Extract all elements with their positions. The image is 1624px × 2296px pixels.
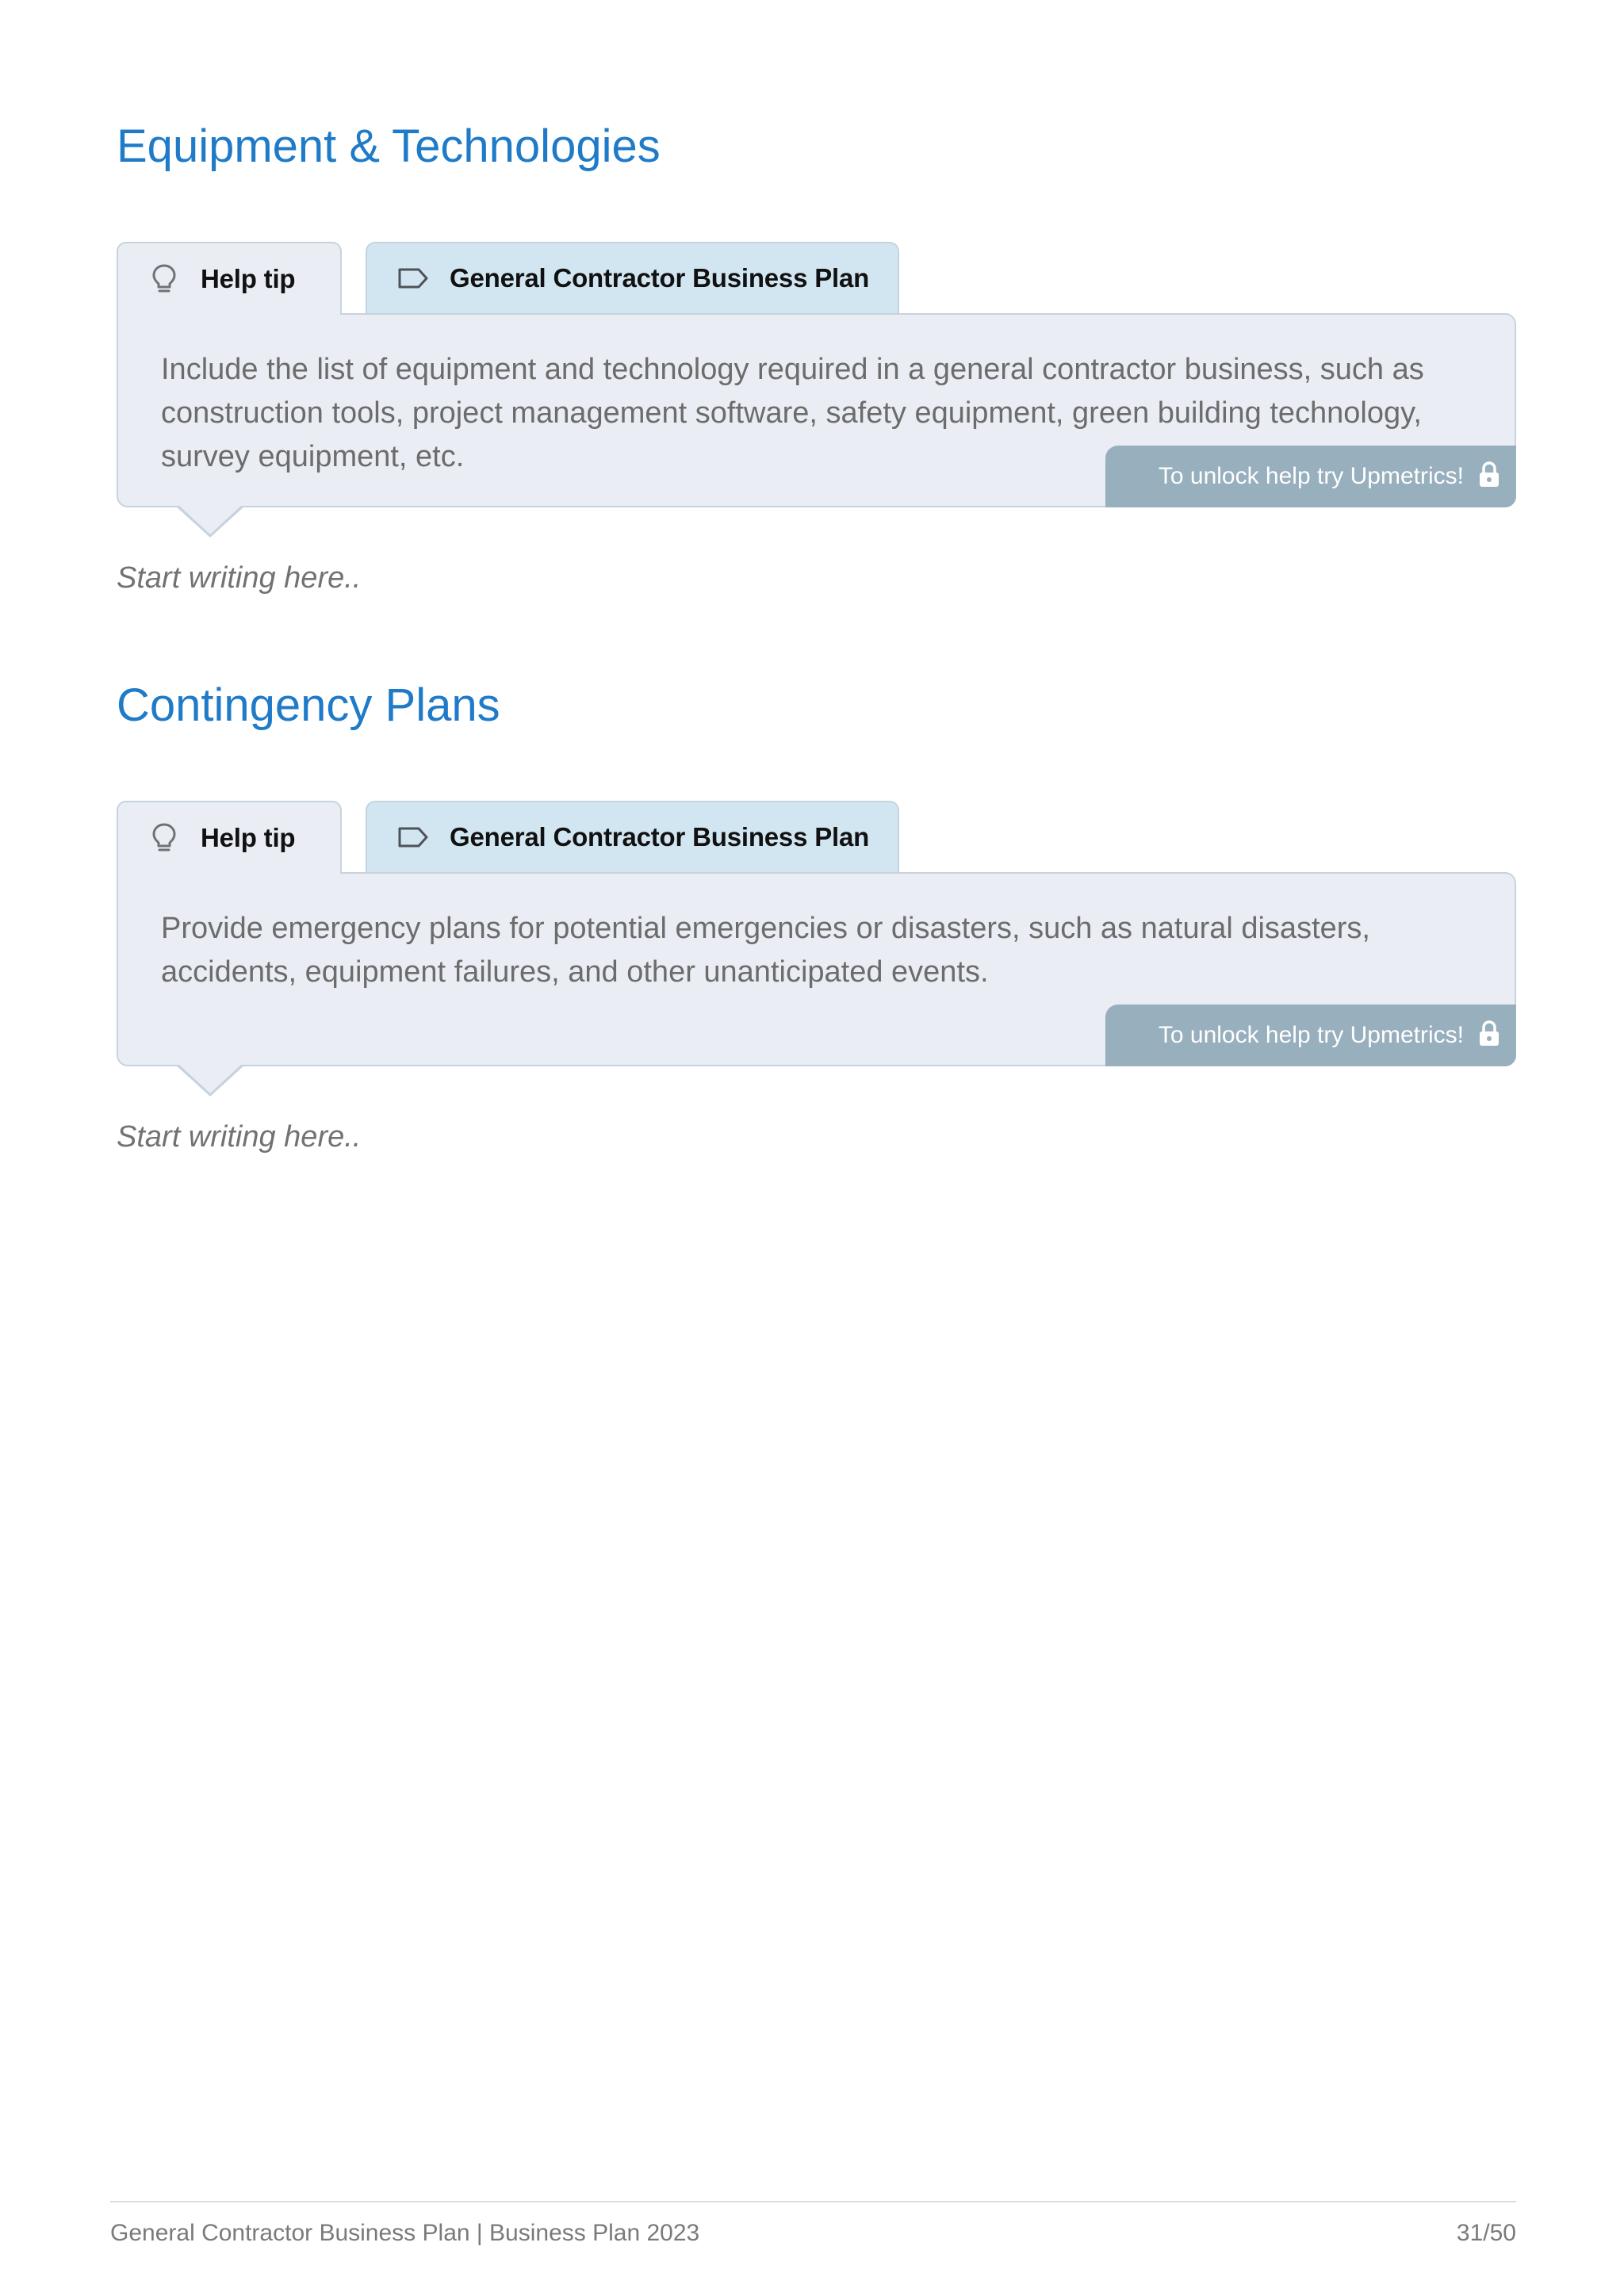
footer-divider: [110, 2201, 1516, 2202]
unlock-button[interactable]: [1105, 1004, 1516, 1066]
tab-business-plan-label: General Contractor Business Plan: [450, 822, 870, 851]
tab-help-tip-label: Help tip: [201, 823, 296, 852]
writing-placeholder-contingency[interactable]: Start writing here..: [117, 1120, 362, 1154]
help-tip-body: [117, 872, 1516, 1066]
help-tip-equipment: [117, 242, 1516, 535]
footer-document-title: General Contractor Business Plan | Business Plan 2023: [110, 2220, 700, 2246]
help-tip-body: [117, 313, 1516, 507]
section-title-equipment: Equipment & Technologies: [117, 121, 661, 172]
tab-help-tip[interactable]: [117, 242, 342, 315]
lock-icon: [1478, 1020, 1500, 1051]
help-tip-text: Include the list of equipment and technology required in a general contractor business, such as construction tools, project management software, safety equipment, green building technology, survey equipment, etc.: [161, 353, 1424, 473]
lightbulb-icon: [148, 822, 180, 854]
help-tip-text: Provide emergency plans for potential emergencies or disasters, such as natural disasters, accidents, equipment failures, and other unanticipated events.: [161, 912, 1370, 989]
tag-icon: [397, 821, 429, 853]
tab-business-plan[interactable]: [366, 242, 899, 313]
section-title-contingency: Contingency Plans: [117, 679, 500, 731]
tab-business-plan-label: General Contractor Business Plan: [450, 263, 870, 293]
help-tip-contingency: [117, 801, 1516, 1094]
writing-placeholder-equipment[interactable]: Start writing here..: [117, 561, 362, 595]
tab-business-plan[interactable]: [366, 801, 899, 872]
unlock-button-label: To unlock help try Upmetrics!: [1158, 463, 1464, 489]
lock-icon: [1478, 461, 1500, 492]
unlock-button-label: To unlock help try Upmetrics!: [1158, 1022, 1464, 1048]
lightbulb-icon: [148, 263, 180, 295]
tab-help-tip-label: Help tip: [201, 264, 296, 293]
tab-help-tip[interactable]: [117, 801, 342, 874]
footer-page-number: 31/50: [1456, 2220, 1516, 2246]
tag-icon: [397, 262, 429, 294]
unlock-button[interactable]: [1105, 446, 1516, 507]
